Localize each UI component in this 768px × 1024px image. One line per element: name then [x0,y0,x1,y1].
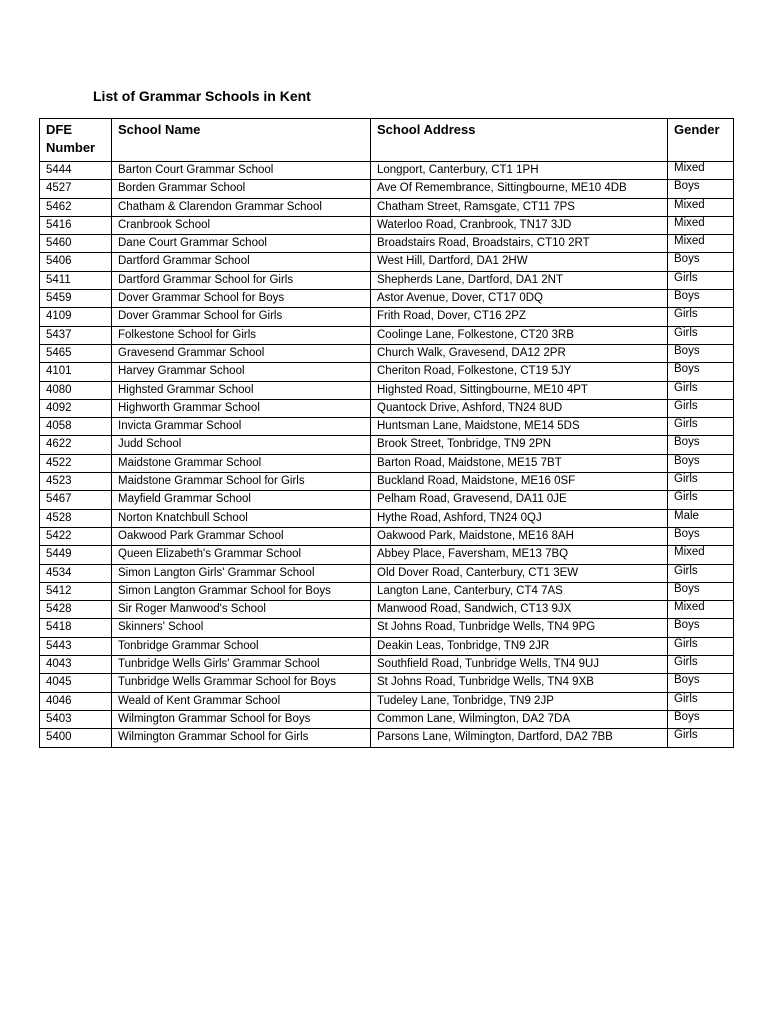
cell-school-name: Barton Court Grammar School [112,162,371,180]
grammar-schools-table [39,118,734,748]
cell-school-address: Common Lane, Wilmington, DA2 7DA [371,710,668,728]
cell-gender: Girls [668,491,734,509]
cell-school-address: Coolinge Lane, Folkestone, CT20 3RB [371,326,668,344]
cell-gender: Girls [668,656,734,674]
cell-school-address: Deakin Leas, Tonbridge, TN9 2JR [371,637,668,655]
cell-gender: Girls [668,473,734,491]
cell-school-name: Maidstone Grammar School [112,454,371,472]
table-header [40,119,734,162]
cell-gender: Girls [668,308,734,326]
cell-school-name: Maidstone Grammar School for Girls [112,473,371,491]
table-row [40,216,734,234]
cell-school-address: Parsons Lane, Wilmington, Dartford, DA2 7BB [371,729,668,747]
table-row [40,363,734,381]
table-row [40,436,734,454]
cell-school-name: Chatham & Clarendon Grammar School [112,198,371,216]
cell-dfe-number: 5416 [40,216,112,234]
cell-gender: Boys [668,582,734,600]
table-row [40,473,734,491]
table-row [40,546,734,564]
cell-gender: Girls [668,326,734,344]
cell-school-name: Harvey Grammar School [112,363,371,381]
cell-school-address: Abbey Place, Faversham, ME13 7BQ [371,546,668,564]
document-title: List of Grammar Schools in Kent [93,88,311,104]
cell-school-name: Queen Elizabeth's Grammar School [112,546,371,564]
cell-gender: Boys [668,363,734,381]
cell-school-address: Frith Road, Dover, CT16 2PZ [371,308,668,326]
cell-dfe-number: 4534 [40,564,112,582]
cell-gender: Boys [668,290,734,308]
cell-gender: Girls [668,729,734,747]
cell-gender: Mixed [668,162,734,180]
cell-school-address: Hythe Road, Ashford, TN24 0QJ [371,509,668,527]
cell-school-name: Highworth Grammar School [112,399,371,417]
cell-dfe-number: 4622 [40,436,112,454]
cell-school-name: Highsted Grammar School [112,381,371,399]
header-row [40,119,734,162]
cell-dfe-number: 5411 [40,271,112,289]
table-row [40,582,734,600]
cell-gender: Mixed [668,601,734,619]
cell-school-name: Tunbridge Wells Girls' Grammar School [112,656,371,674]
cell-gender: Girls [668,418,734,436]
cell-dfe-number: 4080 [40,381,112,399]
cell-gender: Boys [668,710,734,728]
table-row [40,235,734,253]
table-row [40,326,734,344]
cell-gender: Boys [668,180,734,198]
cell-school-address: Langton Lane, Canterbury, CT4 7AS [371,582,668,600]
cell-school-name: Tunbridge Wells Grammar School for Boys [112,674,371,692]
table-row [40,308,734,326]
cell-school-name: Simon Langton Girls' Grammar School [112,564,371,582]
table-row [40,381,734,399]
cell-gender: Boys [668,253,734,271]
cell-dfe-number: 5412 [40,582,112,600]
cell-school-address: St Johns Road, Tunbridge Wells, TN4 9XB [371,674,668,692]
table-row [40,564,734,582]
table-row [40,253,734,271]
column-header-gender: Gender [668,119,734,162]
cell-gender: Girls [668,637,734,655]
cell-dfe-number: 4522 [40,454,112,472]
cell-school-name: Wilmington Grammar School for Girls [112,729,371,747]
column-header-dfe-number: DFE Number [40,119,112,162]
table-row [40,180,734,198]
cell-dfe-number: 5462 [40,198,112,216]
cell-dfe-number: 5459 [40,290,112,308]
table-row [40,619,734,637]
cell-gender: Girls [668,271,734,289]
cell-school-address: Quantock Drive, Ashford, TN24 8UD [371,399,668,417]
cell-dfe-number: 5465 [40,344,112,362]
cell-gender: Mixed [668,198,734,216]
cell-gender: Girls [668,692,734,710]
cell-dfe-number: 5437 [40,326,112,344]
table-row [40,198,734,216]
cell-school-name: Folkestone School for Girls [112,326,371,344]
cell-school-address: Ave Of Remembrance, Sittingbourne, ME10 4DB [371,180,668,198]
cell-dfe-number: 5444 [40,162,112,180]
cell-school-address: Huntsman Lane, Maidstone, ME14 5DS [371,418,668,436]
cell-gender: Girls [668,381,734,399]
cell-dfe-number: 4523 [40,473,112,491]
cell-school-address: Brook Street, Tonbridge, TN9 2PN [371,436,668,454]
cell-school-name: Cranbrook School [112,216,371,234]
cell-school-name: Mayfield Grammar School [112,491,371,509]
cell-school-name: Borden Grammar School [112,180,371,198]
cell-gender: Girls [668,564,734,582]
table-row [40,290,734,308]
cell-school-name: Norton Knatchbull School [112,509,371,527]
column-header-school-name: School Name [112,119,371,162]
cell-school-address: Pelham Road, Gravesend, DA11 0JE [371,491,668,509]
cell-school-name: Wilmington Grammar School for Boys [112,710,371,728]
cell-school-address: Southfield Road, Tunbridge Wells, TN4 9UJ [371,656,668,674]
cell-school-address: Waterloo Road, Cranbrook, TN17 3JD [371,216,668,234]
cell-gender: Boys [668,674,734,692]
cell-dfe-number: 4109 [40,308,112,326]
table-row [40,656,734,674]
table-row [40,527,734,545]
table-row [40,454,734,472]
cell-gender: Mixed [668,546,734,564]
cell-school-address: Cheriton Road, Folkestone, CT19 5JY [371,363,668,381]
table-row [40,674,734,692]
cell-dfe-number: 5400 [40,729,112,747]
cell-school-name: Dover Grammar School for Girls [112,308,371,326]
cell-school-address: Oakwood Park, Maidstone, ME16 8AH [371,527,668,545]
cell-school-address: Buckland Road, Maidstone, ME16 0SF [371,473,668,491]
cell-dfe-number: 5443 [40,637,112,655]
cell-school-name: Judd School [112,436,371,454]
cell-school-address: Barton Road, Maidstone, ME15 7BT [371,454,668,472]
cell-school-name: Dartford Grammar School [112,253,371,271]
cell-school-address: Longport, Canterbury, CT1 1PH [371,162,668,180]
cell-school-address: Broadstairs Road, Broadstairs, CT10 2RT [371,235,668,253]
cell-dfe-number: 5422 [40,527,112,545]
cell-school-address: Manwood Road, Sandwich, CT13 9JX [371,601,668,619]
table-row [40,509,734,527]
cell-gender: Boys [668,619,734,637]
cell-dfe-number: 5428 [40,601,112,619]
cell-dfe-number: 4092 [40,399,112,417]
table-row [40,601,734,619]
cell-gender: Boys [668,436,734,454]
table-row [40,710,734,728]
cell-school-address: Chatham Street, Ramsgate, CT11 7PS [371,198,668,216]
cell-dfe-number: 5449 [40,546,112,564]
cell-dfe-number: 5460 [40,235,112,253]
cell-school-name: Skinners' School [112,619,371,637]
table-row [40,418,734,436]
cell-school-name: Tonbridge Grammar School [112,637,371,655]
cell-school-name: Dartford Grammar School for Girls [112,271,371,289]
cell-school-name: Gravesend Grammar School [112,344,371,362]
cell-dfe-number: 4527 [40,180,112,198]
cell-school-address: West Hill, Dartford, DA1 2HW [371,253,668,271]
cell-school-address: Tudeley Lane, Tonbridge, TN9 2JP [371,692,668,710]
table-body [40,162,734,748]
cell-dfe-number: 4045 [40,674,112,692]
cell-school-address: St Johns Road, Tunbridge Wells, TN4 9PG [371,619,668,637]
column-header-school-address: School Address [371,119,668,162]
cell-dfe-number: 4043 [40,656,112,674]
cell-gender: Boys [668,454,734,472]
cell-dfe-number: 4058 [40,418,112,436]
cell-dfe-number: 4528 [40,509,112,527]
cell-school-name: Invicta Grammar School [112,418,371,436]
cell-dfe-number: 5406 [40,253,112,271]
cell-school-address: Old Dover Road, Canterbury, CT1 3EW [371,564,668,582]
cell-gender: Boys [668,344,734,362]
cell-dfe-number: 5467 [40,491,112,509]
table-row [40,491,734,509]
cell-school-address: Astor Avenue, Dover, CT17 0DQ [371,290,668,308]
cell-gender: Boys [668,527,734,545]
cell-dfe-number: 4101 [40,363,112,381]
cell-school-name: Dane Court Grammar School [112,235,371,253]
cell-gender: Girls [668,399,734,417]
cell-gender: Mixed [668,216,734,234]
cell-school-address: Shepherds Lane, Dartford, DA1 2NT [371,271,668,289]
cell-school-name: Oakwood Park Grammar School [112,527,371,545]
table-row [40,399,734,417]
table-row [40,271,734,289]
table-row [40,729,734,747]
cell-school-address: Church Walk, Gravesend, DA12 2PR [371,344,668,362]
table-row [40,344,734,362]
cell-school-name: Weald of Kent Grammar School [112,692,371,710]
table-row [40,637,734,655]
cell-gender: Male [668,509,734,527]
cell-gender: Mixed [668,235,734,253]
cell-dfe-number: 5403 [40,710,112,728]
cell-school-address: Highsted Road, Sittingbourne, ME10 4PT [371,381,668,399]
cell-school-name: Simon Langton Grammar School for Boys [112,582,371,600]
table-row [40,162,734,180]
cell-school-name: Sir Roger Manwood's School [112,601,371,619]
cell-school-name: Dover Grammar School for Boys [112,290,371,308]
cell-dfe-number: 4046 [40,692,112,710]
cell-dfe-number: 5418 [40,619,112,637]
table-row [40,692,734,710]
